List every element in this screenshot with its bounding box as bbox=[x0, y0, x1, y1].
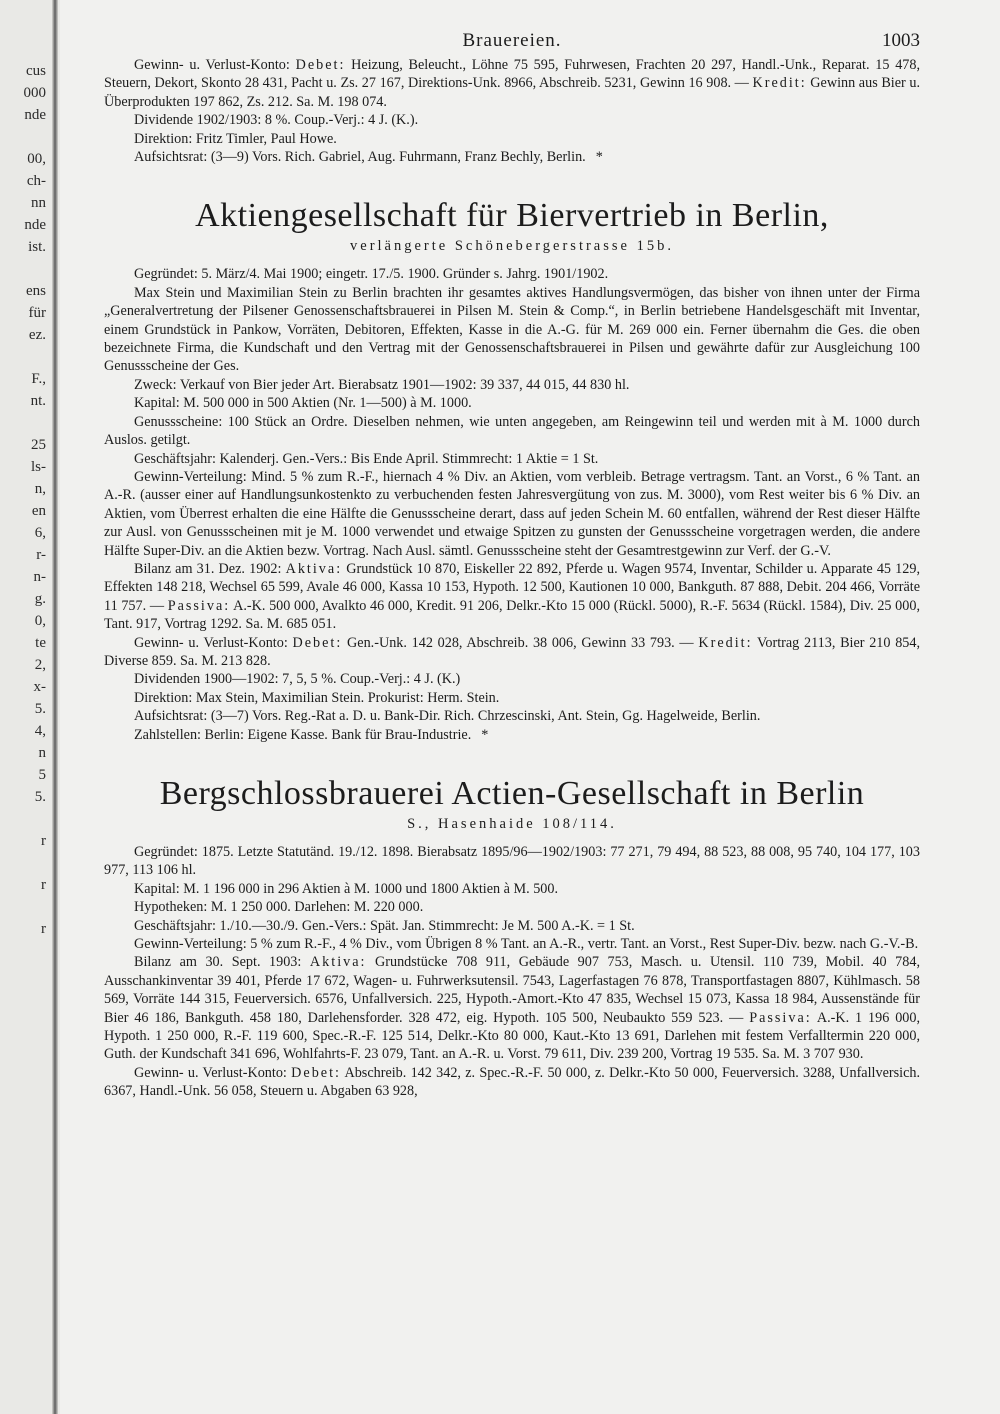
gewinn-verlust bbox=[104, 634, 920, 671]
direktion bbox=[104, 689, 920, 707]
field-value: (3—9) Vors. Rich. Gabriel, Aug. Fuhrmann, Franz Bechly, Berlin. bbox=[210, 149, 586, 166]
margin-fragment: n, bbox=[34, 481, 46, 497]
field-value: Abschreib. 142 342, z. Spec.-R.-F. 50 000, z. Delkr.-Kto 50 000, Feuerversich. 3288, Unfallversich. 6367, Handl.-Unk. 56 058, Steuern u. Abgaben 63 928, bbox=[104, 1064, 921, 1100]
field-value: Grundstück 10 870, Eiskeller 22 892, Pferde u. Wagen 9574, Inventar, Schilder u. Apparate 45 129, Effekten 148 218, Wechsel 65 599, Avale 46 000, Kassa 10 153, Hypoth. 12 500, Kautionen 10 000, Bankguth. 87 888, Debit. 204 466, Vorräte 11 757. — bbox=[104, 560, 920, 614]
margin-fragment: x- bbox=[33, 679, 46, 695]
field-label: Gewinn- u. Verlust-Konto: bbox=[134, 1064, 287, 1081]
margin-fragment: 00, bbox=[27, 151, 46, 167]
margin-fragment: 2, bbox=[34, 657, 46, 673]
field-value: 7, 5, 5 %. Coup.-Verj.: 4 J. (K.) bbox=[282, 671, 461, 688]
field-value: Verkauf von Bier jeder Art. Bierabsatz 1901—1902: 39 337, 44 015, 44 830 hl. bbox=[179, 376, 630, 393]
margin-fragment: 5 bbox=[38, 767, 46, 783]
field-label: Stimmrecht: bbox=[428, 917, 499, 934]
debet-label: Debet: bbox=[295, 57, 346, 73]
field-value: 5 % zum R.-F., 4 % Div., vom Übrigen 8 % Tant. an A.-R., vertr. Tant. an Vorst., Rest Super-Div. bezw. nach G.-V.-B. bbox=[250, 936, 919, 953]
field-value: Bis Ende April. bbox=[350, 450, 439, 467]
running-title: Brauereien. bbox=[462, 30, 562, 51]
field-value: M. 1 250 000. bbox=[210, 899, 291, 916]
margin-fragment: 4, bbox=[34, 723, 46, 739]
field-label: Geschäftsjahr: bbox=[134, 917, 216, 934]
field-value: Grundstücke 708 911, Gebäude 907 753, Masch. u. Utensil. 110 739, Mobil. 40 784, Ausschankinventar 39 401, Pferde 17 672, Wagen- u. Fuhrwerksutensil. 7543, Lagerfastagen 76 878, Transportfastagen 8807, Kühlmasch. 58 569, Vorräte 144 315, Feuerversich. 6576, Unfallversich. 225, Hypoth.-Amort.-Kto 47 835, Wechsel 15 073, Kassa 18 984, Aussenstände für Bier 46 186, Bankguth. 458 180, Darlehensforder. 328 472, eig. Hypoth. 105 500, Neubaukto 559 523. — bbox=[104, 954, 921, 1026]
margin-fragment: 5. bbox=[34, 701, 46, 717]
margin-fragment: nde bbox=[24, 107, 46, 123]
field-value: M. 1 196 000 in 296 Aktien à M. 1000 und 1800 Aktien à M. 500. bbox=[183, 880, 559, 897]
margin-fragment: nt. bbox=[30, 393, 46, 409]
top-direktion bbox=[104, 130, 920, 148]
field-label: Gen.-Vers.: bbox=[282, 450, 348, 467]
field-value: Herm. Stein. bbox=[427, 689, 500, 706]
field-value: Vortrag 2113, Bier 210 854, Diverse 859. Sa. M. 213 828. bbox=[104, 634, 921, 669]
top-gv-paragraph bbox=[104, 56, 920, 111]
bilanz bbox=[104, 953, 920, 1063]
debet-label: Debet: bbox=[292, 634, 343, 651]
field-value: Mind. 5 % zum R.-F., hiernach 4 % Div. an Aktien, vom verbleib. Betrage vertragsm. Tant. an Vorst., 6 % Tant. an A.-R. (ausser einer auf Handlungsunkostenkto zu verbuchenden festen Jahresvergütung von zus. M. 3000), vom Rest weiter bis 6 % Div. an Aktien, vom Überrest erhalten die eine Hälfte die Genussscheine derart, dass auf jeden Schein M. 60 entfallen, während der Rest dieser Hälfte zur Ausl. von Genussscheinen mit je M. 1000 verwendet und etwaige Spitzen zu gunsten der Genussscheine vorgetragen werden, die andere Hälfte Super-Div. an die Aktien bezw. Vortrag. Nach Ausl. sämtl. Genussscheine steht der Gesamtrestgewinn zur Verf. der G.-V. bbox=[104, 468, 920, 559]
field-label: Genussscheine: bbox=[134, 413, 223, 430]
margin-fragment: nn bbox=[31, 195, 46, 211]
margin-fragment: ch- bbox=[26, 173, 46, 189]
margin-fragment: nde bbox=[24, 217, 46, 233]
company1-entry bbox=[104, 265, 920, 744]
company-address: S., Hasenhaide 108/114. bbox=[407, 816, 617, 832]
margin-fragment: 0, bbox=[34, 613, 46, 629]
field-value: Fritz Timler, Paul Howe. bbox=[195, 130, 337, 147]
field-label: Direktion: bbox=[134, 689, 193, 706]
margin-fragment bbox=[0, 346, 46, 368]
zweck bbox=[104, 376, 920, 394]
margin-fragment: für bbox=[28, 305, 46, 321]
gewinn-verteilung bbox=[104, 468, 920, 560]
margin-fragment: ls- bbox=[31, 459, 46, 475]
running-header bbox=[104, 30, 920, 56]
field-label: Gewinn- u. Verlust-Konto: bbox=[134, 57, 290, 73]
field-label: Dividenden 1900—1902: bbox=[134, 671, 279, 688]
intro-paragraph: Max Stein und Maximilian Stein zu Berlin brachten ihr gesamtes aktives Handlungsvermögen, das bisher von ihnen unter der Firma „Generalvertretung der Pilsener Genossenschaftsbrauerei in Pilsen M. Stein & Comp.“, in Berlin betriebene Handelsgeschäft mit Inventar, einem Grundstück in Pankow, Vorräten, Debitoren, Effekten, Kasse in die A.-G. für M. 269 000 ein. Ferner übernahm die Ges. die oben bezeichnete Firma, die Kundschaft und den Vertrag mit der Genossenschaftsbrauerei in Pilsen und gewährte dafür zur Ausgleichung 100 Genussscheine der Ges. bbox=[104, 284, 920, 375]
margin-fragment bbox=[0, 896, 46, 918]
top-dividende bbox=[104, 111, 920, 129]
field-label: Aufsichtsrat: bbox=[134, 708, 208, 725]
geschaeftsjahr bbox=[104, 450, 920, 468]
margin-fragment: te bbox=[35, 635, 46, 651]
margin-fragment: 5. bbox=[34, 789, 46, 805]
field-value: M. 500 000 in 500 Aktien (Nr. 1—500) à M. 1000. bbox=[183, 395, 472, 412]
hypotheken bbox=[104, 898, 920, 916]
kredit-label: Kredit: bbox=[752, 75, 807, 92]
margin-fragment: ez. bbox=[28, 327, 46, 343]
margin-fragment: g. bbox=[34, 591, 46, 607]
margin-fragment: ens bbox=[26, 283, 46, 299]
field-label: Direktion: bbox=[134, 130, 193, 147]
aktiva-label: Aktiva: bbox=[309, 954, 367, 971]
field-value: Heizung, Beleucht., Löhne 75 595, Fuhrwesen, Frachten 20 297, Handl.-Unk., Reparat. 15 478, Steuern, Dekort, Skonto 28 431, Pacht u. Zs. 27 167, Direktions-Unk. 8966, Abschreib. 5231, Gewinn 16 908. — bbox=[104, 57, 921, 92]
margin-fragment bbox=[0, 258, 46, 280]
margin-fragment bbox=[0, 808, 46, 830]
field-value: M. 220 000. bbox=[353, 899, 424, 916]
margin-fragment: F., bbox=[31, 371, 46, 387]
field-label: Geschäftsjahr: bbox=[134, 450, 216, 467]
margin-fragment bbox=[0, 126, 46, 148]
field-value: Kalenderj. bbox=[219, 450, 279, 467]
field-label: Gegründet: bbox=[134, 844, 198, 860]
field-label: Kapital: bbox=[134, 880, 180, 897]
field-value: 100 Stück an Ordre. Dieselben nehmen, wie unten angegeben, am Reingewinn teil und werden mit à M. 1000 durch Auslos. getilgt. bbox=[104, 413, 920, 449]
field-value: Spät. Jan. bbox=[370, 917, 425, 934]
genussscheine bbox=[104, 413, 920, 450]
margin-fragment bbox=[0, 412, 46, 434]
field-value: Je M. 500 A.-K. = 1 St. bbox=[502, 917, 635, 934]
top-entry bbox=[104, 56, 920, 166]
field-label: Gewinn- u. Verlust-Konto: bbox=[134, 634, 288, 651]
company-title: Aktiengesellschaft für Biervertrieb in Berlin, bbox=[195, 197, 829, 235]
aufsichtsrat bbox=[104, 707, 920, 725]
dividenden bbox=[104, 670, 920, 688]
field-label: Dividende 1902/1903: bbox=[134, 112, 262, 129]
aktiva-label: Aktiva: bbox=[285, 560, 343, 577]
field-value: 8 %. Coup.-Verj.: 4 J. (K.). bbox=[264, 112, 419, 129]
field-value: 1875. Letzte Statutänd. 19./12. 1898. Bierabsatz 1895/96—1902/1903: 77 271, 79 494, 88 523, 88 008, 95 740, 104 177, 103 977, 113 106 hl. bbox=[104, 844, 920, 879]
star-mark: * bbox=[481, 726, 489, 743]
kapital bbox=[104, 394, 920, 412]
margin-fragment: r bbox=[41, 921, 46, 937]
field-value: Max Stein, Maximilian Stein. bbox=[195, 689, 365, 706]
margin-fragment: n bbox=[38, 745, 46, 761]
bilanz bbox=[104, 560, 920, 634]
field-value: A.-K. 500 000, Avalkto 46 000, Kredit. 91 206, Delkr.-Kto 15 000 (Rückl. 5000), R.-F. 5634 (Rückl. 1584), Div. 25 000, Tant. 917, Vortrag 1292. Sa. M. 685 051. bbox=[104, 597, 920, 633]
field-label: Stimmrecht: bbox=[442, 450, 513, 467]
margin-fragment: n- bbox=[33, 569, 46, 585]
field-label: Zahlstellen: bbox=[134, 726, 201, 743]
page-number: 1003 bbox=[882, 30, 920, 51]
margin-fragment: cus bbox=[26, 63, 46, 79]
passiva-label: Passiva: bbox=[167, 597, 231, 614]
debet-label: Debet: bbox=[291, 1064, 341, 1081]
margin-fragment: 000 bbox=[23, 85, 46, 101]
field-value: 1./10.—30./9. bbox=[219, 917, 299, 934]
field-label: Darlehen: bbox=[294, 899, 351, 916]
company2-entry bbox=[104, 843, 920, 1101]
field-value: Berlin: Eigene Kasse. Bank für Brau-Industrie. bbox=[204, 726, 472, 743]
field-label: Bilanz am 30. Sept. 1903: bbox=[134, 954, 302, 971]
company-address: verlängerte Schönebergerstrasse 15b. bbox=[350, 238, 674, 255]
gewinn-verteilung bbox=[104, 935, 920, 953]
margin-fragment bbox=[0, 940, 46, 962]
company-title: Bergschlossbrauerei Actien-Gesellschaft in Berlin bbox=[159, 775, 865, 812]
margin-fragment: ist. bbox=[28, 239, 46, 255]
geschaeftsjahr bbox=[104, 917, 920, 935]
field-value: 5. März/4. Mai 1900; eingetr. 17./5. 1900. Gründer s. Jahrg. 1901/1902. bbox=[201, 266, 609, 283]
field-label: Zweck: bbox=[134, 376, 177, 393]
field-label: Gewinn-Verteilung: bbox=[134, 936, 247, 953]
field-label: Hypotheken: bbox=[134, 899, 208, 916]
field-label: Aufsichtsrat: bbox=[134, 149, 208, 166]
adjacent-page-fragments bbox=[0, 60, 46, 984]
binding-fold bbox=[52, 0, 58, 1414]
field-value: 1 Aktie = 1 St. bbox=[515, 450, 599, 467]
margin-fragment: r- bbox=[36, 547, 46, 563]
gegruendet bbox=[104, 843, 920, 880]
field-label: Gewinn-Verteilung: bbox=[134, 468, 247, 485]
kapital bbox=[104, 880, 920, 898]
margin-fragment bbox=[0, 852, 46, 874]
gegruendet bbox=[104, 265, 920, 283]
star-mark: * bbox=[595, 149, 603, 166]
field-label: Gen.-Vers.: bbox=[301, 917, 367, 934]
margin-fragment bbox=[0, 962, 46, 984]
field-value: (3—7) Vors. Reg.-Rat a. D. u. Bank-Dir. Rich. Chrzescinski, Ant. Stein, Gg. Hagelweide, Berlin. bbox=[210, 708, 761, 725]
kredit-label: Kredit: bbox=[698, 634, 753, 651]
margin-fragment: r bbox=[41, 877, 46, 893]
margin-fragment: 6, bbox=[34, 525, 46, 541]
top-aufsichtsrat bbox=[104, 148, 920, 166]
field-value: Gen.-Unk. 142 028, Abschreib. 38 006, Gewinn 33 793. — bbox=[347, 634, 694, 651]
zahlstellen bbox=[104, 726, 920, 744]
field-label: Kapital: bbox=[134, 395, 180, 412]
field-label: Prokurist: bbox=[367, 689, 424, 706]
page bbox=[104, 30, 920, 1101]
field-label: Bilanz am 31. Dez. 1902: bbox=[134, 560, 282, 577]
field-value: Gewinn aus Bier u. Überprodukten 197 862, Zs. 212. Sa. M. 198 074. bbox=[104, 75, 920, 110]
passiva-label: Passiva: bbox=[749, 1009, 812, 1026]
margin-fragment: en bbox=[31, 503, 46, 519]
field-value: A.-K. 1 196 000, Hypoth. 1 250 000, R.-F. 119 600, Spec.-R.-F. 125 514, Delkr.-Kto 80 000, Kaut.-Kto 13 691, Darlehen mit festem Verfalltermin 220 000, Guth. der Kundschaft 341 696, Wohlfahrts-F. 23 079, Tant. an A.-R. u. Vorst. 79 611, Div. 239 200, Vortrag 19 535. Sa. M. 3 707 930. bbox=[104, 1009, 921, 1063]
gewinn-verlust bbox=[104, 1064, 920, 1101]
field-label: Gegründet: bbox=[134, 266, 198, 283]
margin-fragment: 25 bbox=[31, 437, 46, 453]
margin-fragment: r bbox=[41, 833, 46, 849]
